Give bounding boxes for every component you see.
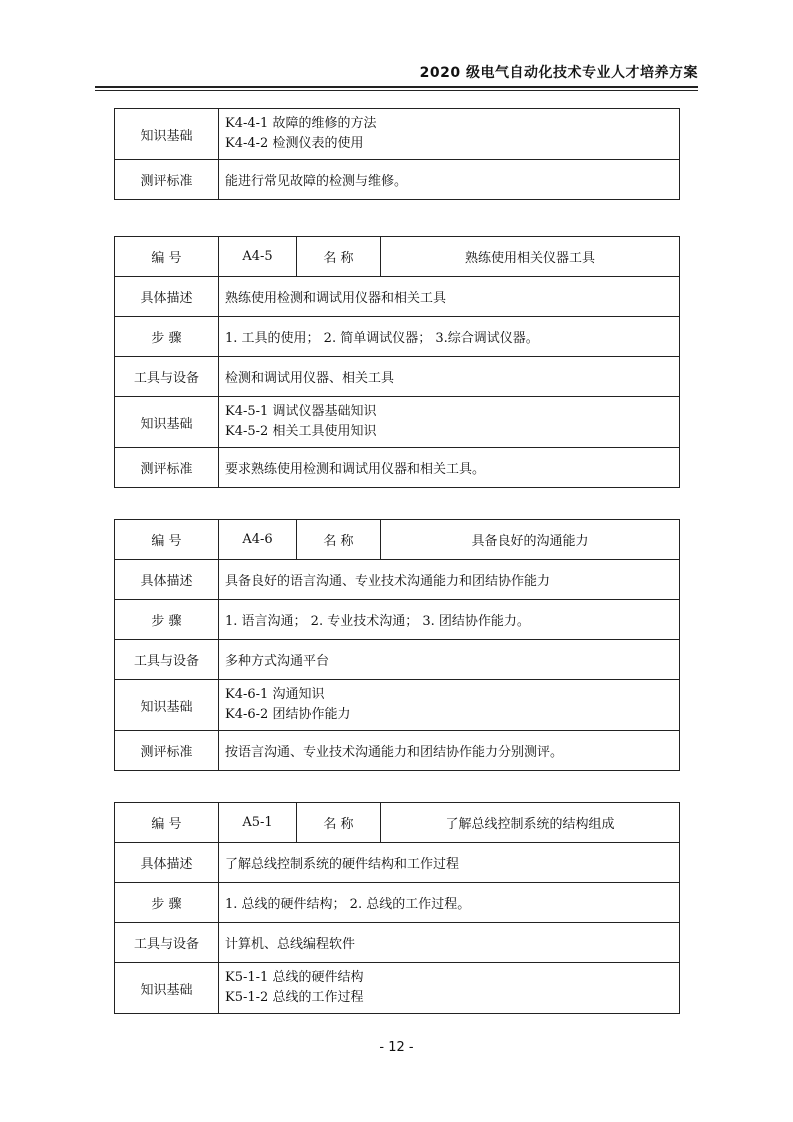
tools-value: 检测和调试用仪器、相关工具	[219, 357, 680, 397]
skill-card-continued	[114, 108, 680, 200]
desc-row	[115, 560, 680, 600]
knowledge-label: 知识基础	[115, 109, 219, 160]
tools-row	[115, 923, 680, 963]
name-label: 名 称	[297, 520, 381, 560]
code-value: A4-5	[219, 237, 297, 277]
knowledge-item: K4-5-1 调试仪器基础知识	[225, 404, 377, 419]
steps-value: 1. 工具的使用； 2. 简单调试仪器； 3.综合调试仪器。	[219, 317, 680, 357]
knowledge-item: K4-4-2 检测仪表的使用	[225, 136, 364, 151]
skill-card-a4-6	[114, 519, 680, 771]
standard-label: 测评标准	[115, 160, 219, 200]
knowledge-label: 知识基础	[115, 680, 219, 731]
tools-label: 工具与设备	[115, 357, 219, 397]
steps-value: 1. 语言沟通； 2. 专业技术沟通； 3. 团结协作能力。	[219, 600, 680, 640]
tools-value: 多种方式沟通平台	[219, 640, 680, 680]
knowledge-item: K4-6-2 团结协作能力	[225, 707, 351, 722]
desc-label: 具体描述	[115, 277, 219, 317]
code-value: A4-6	[219, 520, 297, 560]
steps-label: 步 骤	[115, 883, 219, 923]
knowledge-label: 知识基础	[115, 963, 219, 1014]
desc-label: 具体描述	[115, 560, 219, 600]
knowledge-cell	[219, 963, 680, 1014]
knowledge-cell	[219, 397, 680, 448]
header-rule-thick	[95, 86, 698, 88]
standard-row	[115, 731, 680, 771]
knowledge-item: K4-4-1 故障的维修的方法	[225, 116, 377, 131]
name-label: 名 称	[297, 803, 381, 843]
knowledge-item: K5-1-1 总线的硬件结构	[225, 970, 364, 985]
code-label: 编 号	[115, 520, 219, 560]
skill-card-a5-1	[114, 802, 680, 1014]
tools-label: 工具与设备	[115, 923, 219, 963]
code-row	[115, 237, 680, 277]
skill-card-a4-5	[114, 236, 680, 488]
card-title: 熟练使用相关仪器工具	[381, 237, 680, 277]
knowledge-row	[115, 963, 680, 1014]
page-number: - 12 -	[379, 1040, 414, 1055]
standard-value: 能进行常见故障的检测与维修。	[219, 160, 680, 200]
steps-row	[115, 883, 680, 923]
card-title: 了解总线控制系统的结构组成	[381, 803, 680, 843]
desc-value: 了解总线控制系统的硬件结构和工作过程	[219, 843, 680, 883]
code-row	[115, 803, 680, 843]
tools-row	[115, 357, 680, 397]
card-title: 具备良好的沟通能力	[381, 520, 680, 560]
standard-value: 要求熟练使用检测和调试用仪器和相关工具。	[219, 448, 680, 488]
knowledge-row	[115, 109, 680, 160]
knowledge-cell	[219, 680, 680, 731]
steps-row	[115, 317, 680, 357]
knowledge-label: 知识基础	[115, 397, 219, 448]
code-label: 编 号	[115, 803, 219, 843]
steps-label: 步 骤	[115, 600, 219, 640]
steps-label: 步 骤	[115, 317, 219, 357]
standard-row	[115, 448, 680, 488]
tools-value: 计算机、总线编程软件	[219, 923, 680, 963]
tools-label: 工具与设备	[115, 640, 219, 680]
knowledge-row	[115, 680, 680, 731]
steps-value: 1. 总线的硬件结构； 2. 总线的工作过程。	[219, 883, 680, 923]
standard-value: 按语言沟通、专业技术沟通能力和团结协作能力分别测评。	[219, 731, 680, 771]
desc-row	[115, 277, 680, 317]
knowledge-item: K5-1-2 总线的工作过程	[225, 990, 364, 1005]
tools-row	[115, 640, 680, 680]
header-rule-thin	[95, 90, 698, 91]
name-label: 名 称	[297, 237, 381, 277]
code-value: A5-1	[219, 803, 297, 843]
document-header: 2020 级电气自动化技术专业人才培养方案	[419, 65, 698, 81]
standard-row	[115, 160, 680, 200]
code-label: 编 号	[115, 237, 219, 277]
desc-value: 熟练使用检测和调试用仪器和相关工具	[219, 277, 680, 317]
steps-row	[115, 600, 680, 640]
standard-label: 测评标准	[115, 448, 219, 488]
desc-row	[115, 843, 680, 883]
code-row	[115, 520, 680, 560]
standard-label: 测评标准	[115, 731, 219, 771]
knowledge-item: K4-5-2 相关工具使用知识	[225, 424, 377, 439]
knowledge-item: K4-6-1 沟通知识	[225, 687, 325, 702]
knowledge-cell	[219, 109, 680, 160]
desc-value: 具备良好的语言沟通、专业技术沟通能力和团结协作能力	[219, 560, 680, 600]
desc-label: 具体描述	[115, 843, 219, 883]
knowledge-row	[115, 397, 680, 448]
